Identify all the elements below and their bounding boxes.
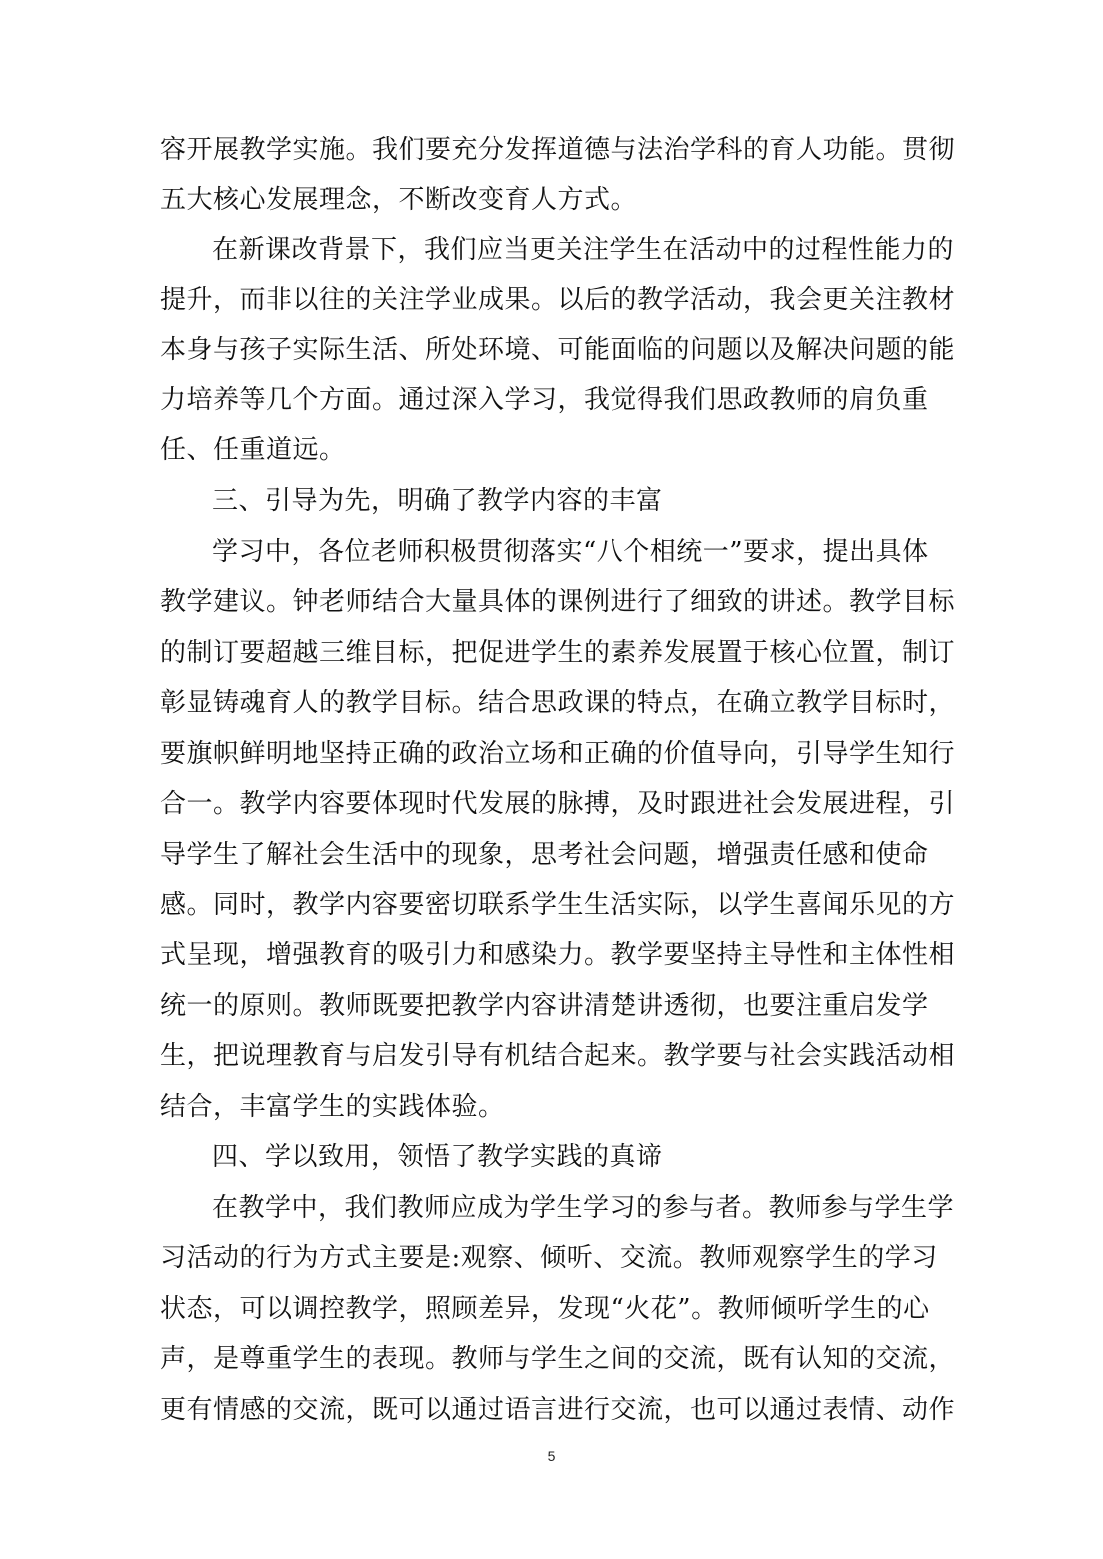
text-line: 结合，丰富学生的实践体验。 — [160, 1092, 505, 1122]
text-line: 教学建议。钟老师结合大量具体的课例进行了细致的讲述。教学目标 — [160, 587, 956, 617]
text-line: 力培养等几个方面。通过深入学习，我觉得我们思政教师的肩负重 — [160, 385, 929, 415]
text-line: 状态，可以调控教学，照顾差异，发现“火花”。教师倾听学生的心 — [160, 1294, 930, 1324]
text-line: 式呈现，增强教育的吸引力和感染力。教学要坚持主导性和主体性相 — [160, 940, 956, 970]
text-line: 感。同时，教学内容要密切联系学生生活实际，以学生喜闻乐见的方 — [160, 890, 956, 920]
text-line: 提升，而非以往的关注学业成果。以后的教学活动，我会更关注教材 — [160, 285, 956, 315]
text-line: 习活动的行为方式主要是:观察、倾听、交流。教师观察学生的学习 — [160, 1243, 938, 1273]
text-line: 彰显铸魂育人的教学目标。结合思政课的特点，在确立教学目标时， — [160, 688, 956, 718]
text-line: 任、任重道远。 — [160, 435, 346, 465]
text-line: 五大核心发展理念，不断改变育人方式。 — [160, 185, 638, 215]
text-line: 导学生了解社会生活中的现象，思考社会问题，增强责任感和使命 — [160, 840, 929, 870]
text-line: 声，是尊重学生的表现。教师与学生之间的交流，既有认知的交流， — [160, 1344, 956, 1374]
text-line: 生，把说理教育与启发引导有机结合起来。教学要与社会实践活动相 — [160, 1041, 956, 1071]
text-line: 统一的原则。教师既要把教学内容讲清楚讲透彻，也要注重启发学 — [160, 991, 929, 1021]
text-line: 容开展教学实施。我们要充分发挥道德与法治学科的育人功能。贯彻 — [160, 135, 956, 165]
paragraph-first-line: 学习中，各位老师积极贯彻落实“八个相统一”要求，提出具体 — [212, 537, 929, 567]
text-line: 本身与孩子实际生活、所处环境、可能面临的问题以及解决问题的能 — [160, 335, 956, 365]
text-line: 要旗帜鲜明地坚持正确的政治立场和正确的价值导向，引导学生知行 — [160, 739, 956, 769]
paragraph-first-line: 在教学中，我们教师应成为学生学习的参与者。教师参与学生学 — [212, 1193, 955, 1223]
text-line: 的制订要超越三维目标，把促进学生的素养发展置于核心位置，制订 — [160, 638, 956, 668]
section-heading: 四、学以致用，领悟了教学实践的真谛 — [212, 1142, 663, 1172]
text-line: 更有情感的交流，既可以通过语言进行交流，也可以通过表情、动作 — [160, 1395, 956, 1425]
section-heading: 三、引导为先，明确了教学内容的丰富 — [212, 486, 663, 516]
paragraph-first-line: 在新课改背景下，我们应当更关注学生在活动中的过程性能力的 — [212, 235, 955, 265]
page-number: 5 — [547, 1448, 556, 1464]
text-line: 合一。教学内容要体现时代发展的脉搏，及时跟进社会发展进程，引 — [160, 789, 956, 819]
